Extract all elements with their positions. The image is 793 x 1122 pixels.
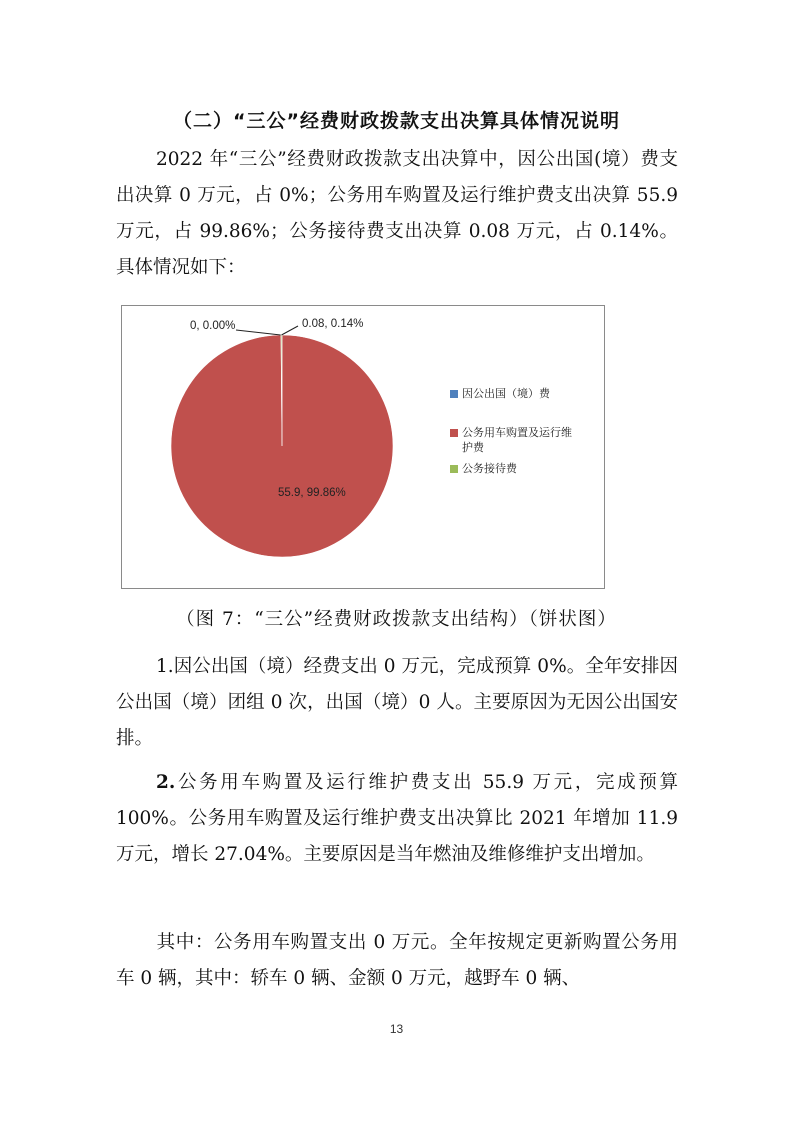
item2-paragraph <box>116 765 678 873</box>
item1-text: 1.因公出国（境）经费支出 0 万元，完成预算 0%。全年安排因公出国（境）团组 0 次，出国（境）0 人。主要原因为无因公出国安排。 <box>116 656 678 749</box>
legend-label: 公务接待费 <box>462 462 517 475</box>
item1-paragraph <box>116 649 678 757</box>
legend-swatch-red <box>450 429 458 437</box>
item2-number: 2. <box>156 772 176 793</box>
item3-text: 其中：公务用车购置支出 0 万元。全年按规定更新购置公务用车 0 辆，其中：轿车 0 辆、金额 0 万元，越野车 0 辆、 <box>116 932 678 989</box>
leader-line-outbound <box>236 330 281 335</box>
legend-swatch-blue <box>450 390 458 398</box>
data-label-outbound: 0, 0.00% <box>190 320 236 332</box>
chart-legend <box>450 386 600 500</box>
legend-label: 因公出国（境）费 <box>462 387 550 400</box>
pie-chart <box>121 305 605 589</box>
legend-label-cont: 护费 <box>462 441 484 454</box>
intro-text: 2022 年“三公”经费财政拨款支出决算中，因公出国(境）费支出决算 0 万元，占 0%；公务用车购置及运行维护费支出决算 55.9 万元，占 99.86%；公务接待费支出决算 0.08 万元，占 0.14%。具体情况如下： <box>116 149 678 278</box>
legend-swatch-green <box>450 465 458 473</box>
legend-item-outbound <box>450 386 600 401</box>
legend-item-vehicle <box>450 425 600 455</box>
data-label-vehicle: 55.9, 99.86% <box>278 487 346 499</box>
leader-line-reception <box>282 326 298 335</box>
item2-text: 公务用车购置及运行维护费支出 55.9 万元，完成预算 100%。公务用车购置及运行维护费支出决算比 2021 年增加 11.9 万元，增长 27.04%。主要原因是当年燃油及维修维护支出增加。 <box>116 772 678 865</box>
legend-item-reception <box>450 461 600 476</box>
page-number: 13 <box>389 1022 404 1036</box>
item3-paragraph <box>116 925 678 997</box>
intro-paragraph <box>116 142 678 286</box>
section-heading: （二）“三公”经费财政拨款支出决算具体情况说明 <box>173 110 620 132</box>
figure-caption: （图 7：“三公”经费财政拨款支出结构）（饼状图） <box>176 609 617 630</box>
data-label-reception: 0.08, 0.14% <box>302 318 364 330</box>
legend-label: 公务用车购置及运行维 <box>462 426 572 439</box>
